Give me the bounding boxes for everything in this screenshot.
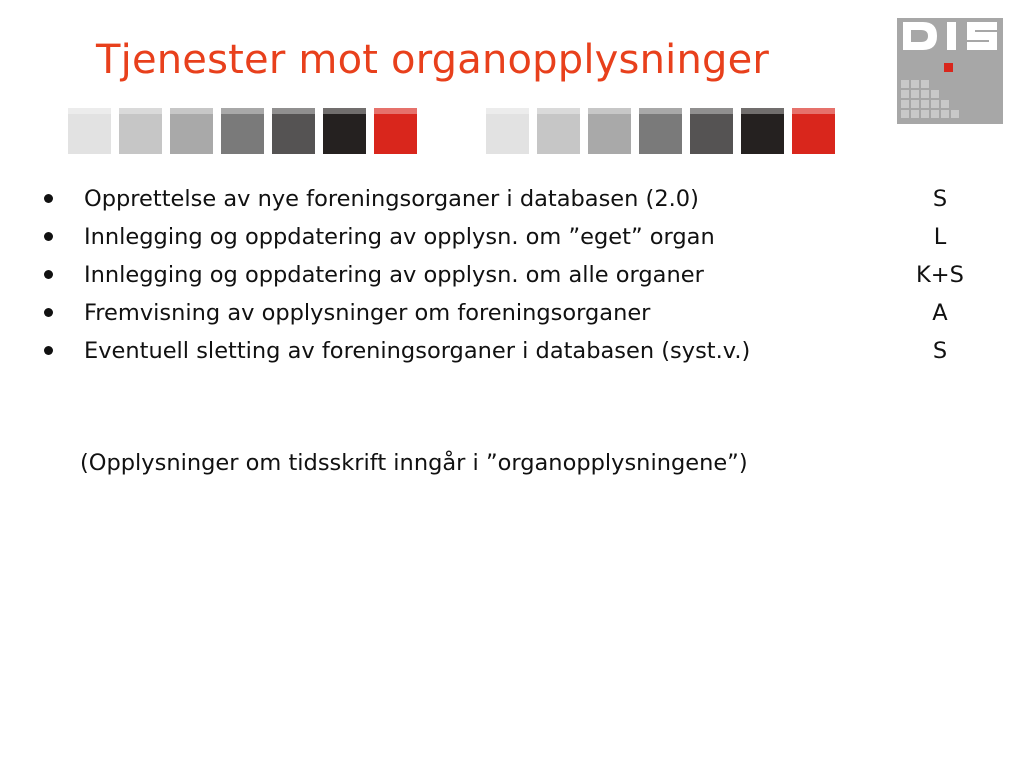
list-item bbox=[40, 332, 980, 370]
strip-square bbox=[792, 108, 835, 154]
strip-square bbox=[486, 108, 529, 154]
bullet-text: Innlegging og oppdatering av opplysn. om ”eget” organ bbox=[84, 224, 715, 250]
list-item bbox=[40, 294, 980, 332]
bullet-code: S bbox=[932, 186, 948, 212]
strip-square bbox=[741, 108, 784, 154]
footnote: (Opplysninger om tidsskrift inngår i ”organopplysningene”) bbox=[80, 450, 748, 476]
color-strip-right bbox=[486, 108, 835, 154]
bullet-dot-icon bbox=[44, 346, 53, 355]
strip-square bbox=[690, 108, 733, 154]
list-item bbox=[40, 256, 980, 294]
bullet-text: Eventuell sletting av foreningsorganer i databasen (syst.v.) bbox=[84, 338, 751, 364]
bullet-text: Opprettelse av nye foreningsorganer i databasen (2.0) bbox=[84, 186, 699, 212]
bullet-code: K+S bbox=[916, 262, 964, 288]
strip-square bbox=[272, 108, 315, 154]
bullet-dot-icon bbox=[44, 308, 53, 317]
bullet-code: L bbox=[933, 224, 947, 250]
strip-square bbox=[639, 108, 682, 154]
bullet-dot-icon bbox=[44, 232, 53, 241]
strip-square bbox=[68, 108, 111, 154]
strip-square bbox=[374, 108, 417, 154]
dis-logo bbox=[897, 10, 1003, 124]
bullet-dot-icon bbox=[44, 194, 53, 203]
strip-square bbox=[221, 108, 264, 154]
bullet-list bbox=[40, 180, 980, 370]
strip-square bbox=[323, 108, 366, 154]
bullet-code: A bbox=[932, 300, 948, 326]
strip-square bbox=[119, 108, 162, 154]
strip-square bbox=[588, 108, 631, 154]
strip-square bbox=[537, 108, 580, 154]
bullet-code: S bbox=[932, 338, 948, 364]
strip-square bbox=[170, 108, 213, 154]
list-item bbox=[40, 218, 980, 256]
color-strip-left bbox=[68, 108, 417, 154]
list-item bbox=[40, 180, 980, 218]
slide-title: Tjenester mot organopplysninger bbox=[96, 37, 770, 83]
bullet-text: Innlegging og oppdatering av opplysn. om alle organer bbox=[84, 262, 704, 288]
bullet-dot-icon bbox=[44, 270, 53, 279]
bullet-text: Fremvisning av opplysninger om foreningsorganer bbox=[84, 300, 651, 326]
